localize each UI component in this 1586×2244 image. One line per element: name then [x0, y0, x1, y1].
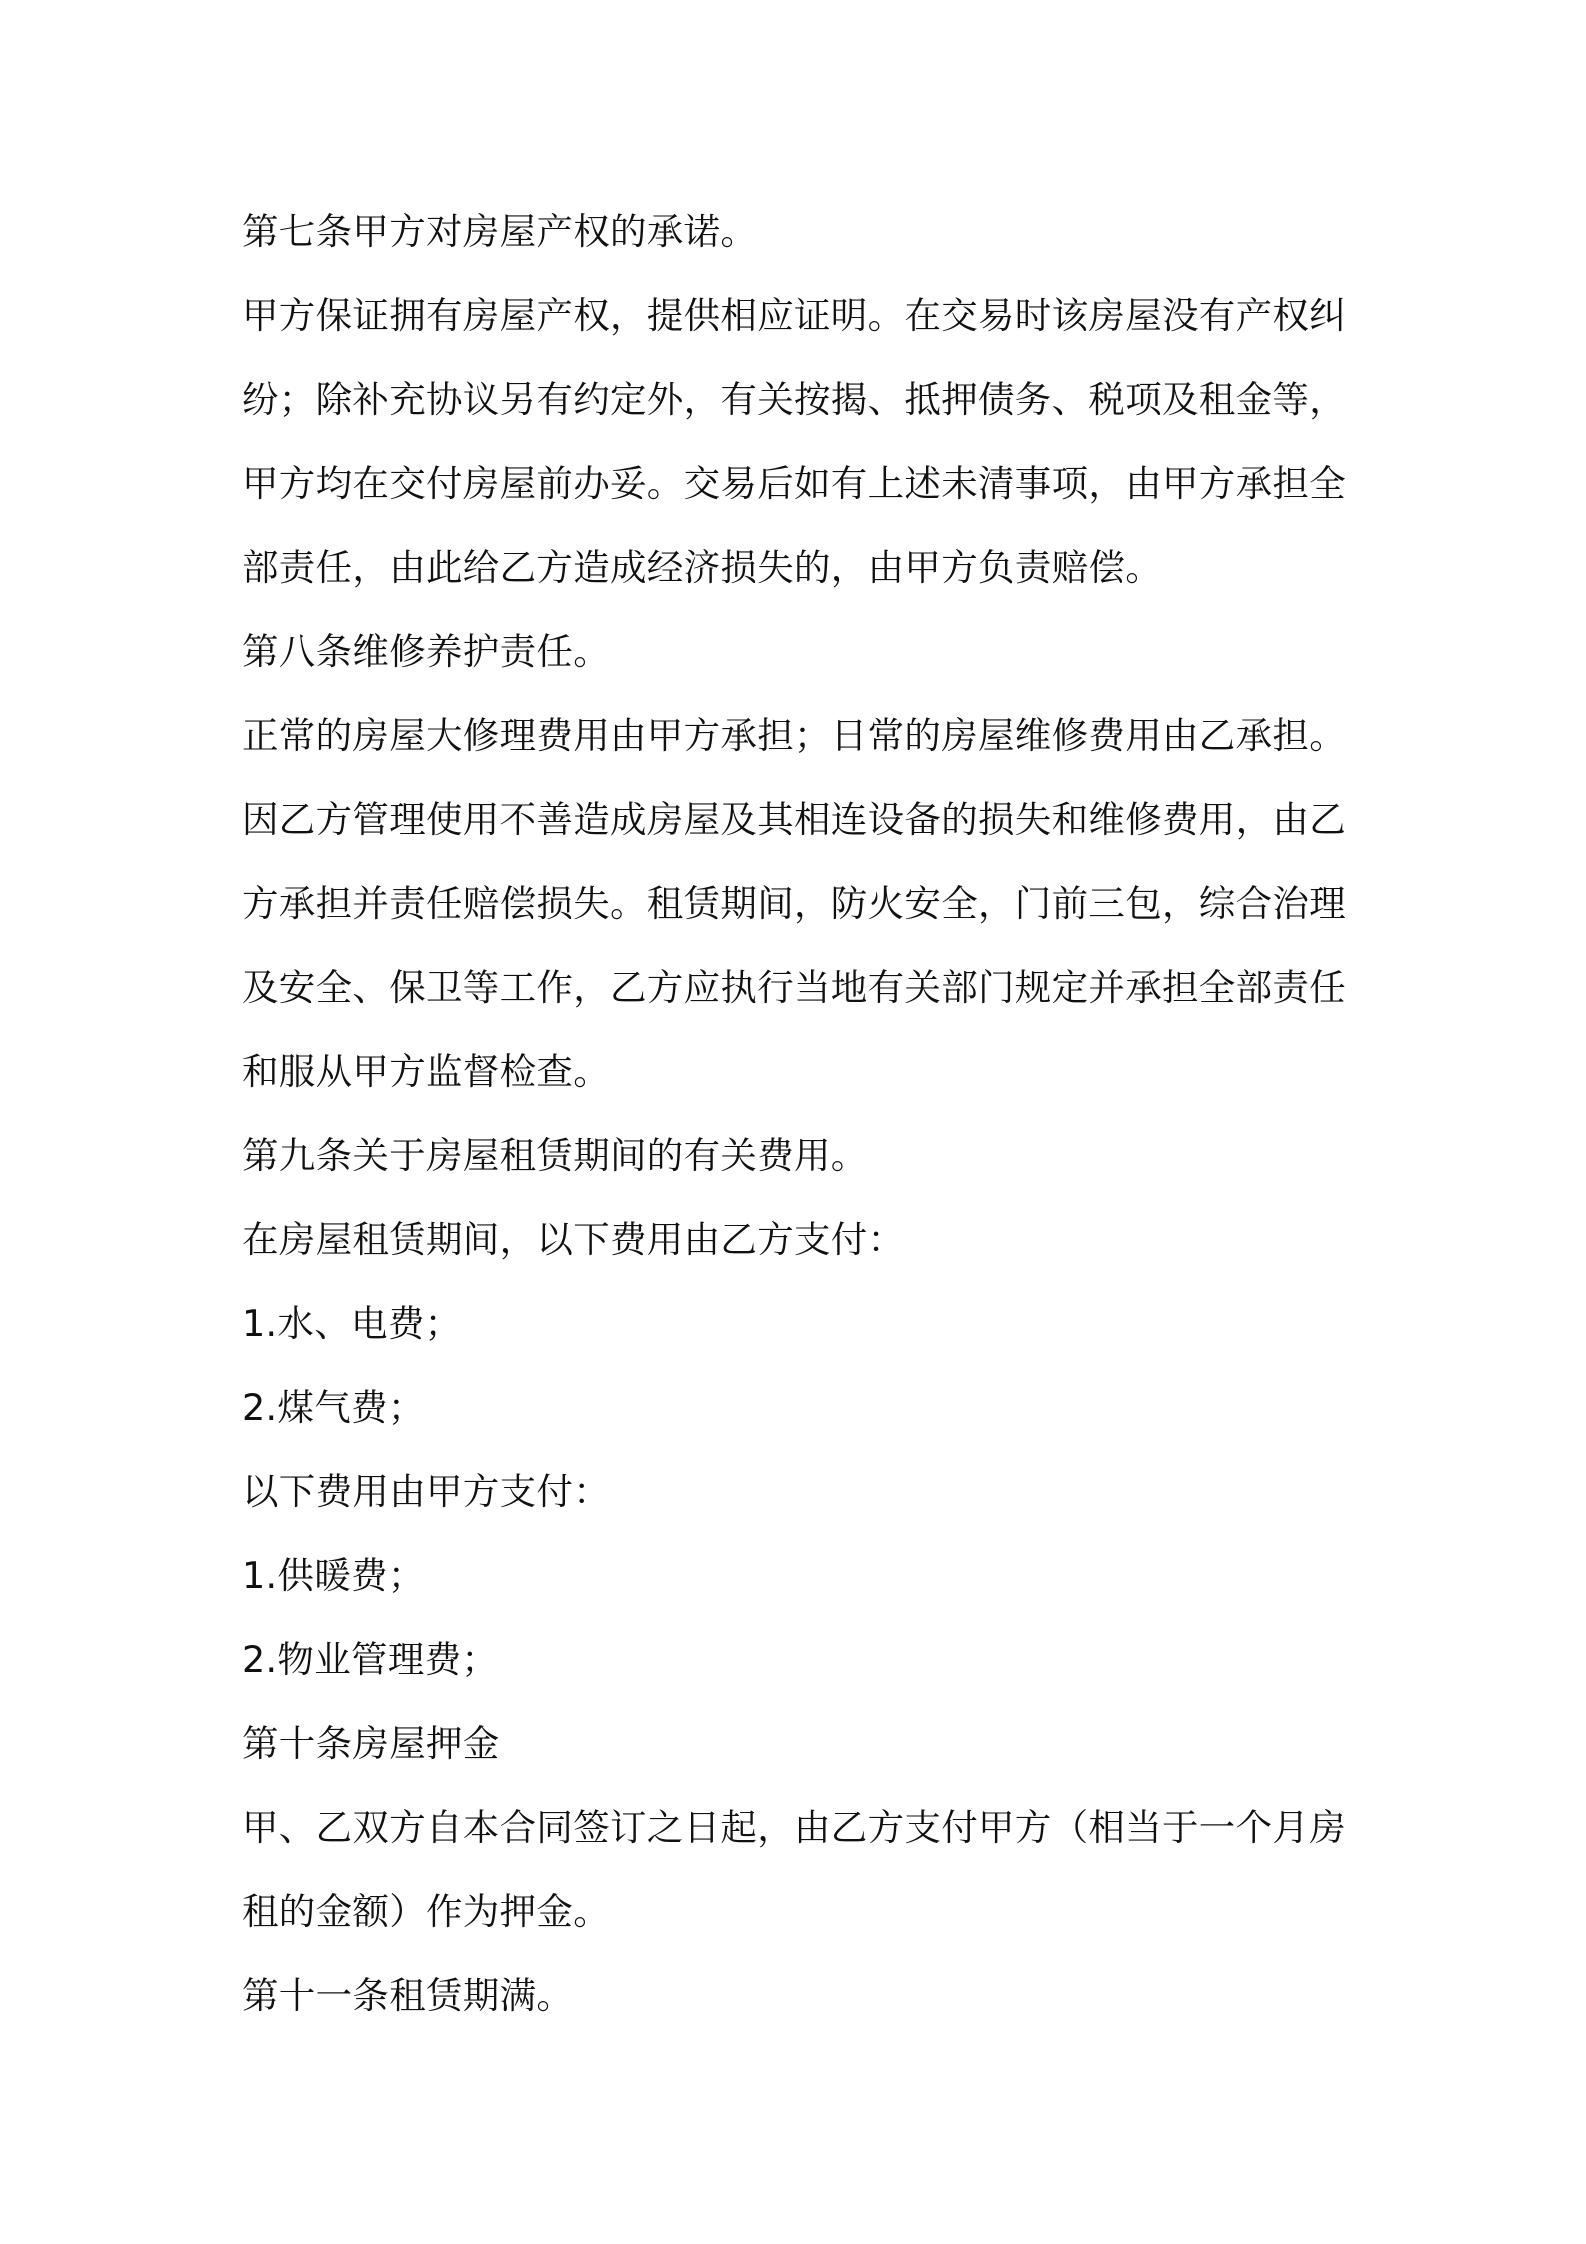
article-8-heading: 第八条维修养护责任。 — [242, 630, 610, 673]
article-10-heading: 第十条房屋押金 — [242, 1722, 500, 1765]
article-9-tenant-fees-intro: 在房屋租赁期间，以下费用由乙方支付： — [242, 1218, 905, 1261]
tenant-fee-item-2: 2.煤气费； — [242, 1386, 425, 1429]
article-8-text-line-4: 及安全、保卫等工作，乙方应执行当地有关部门规定并承担全部责任 — [242, 966, 1346, 1009]
landlord-fee-item-1: 1.供暖费； — [242, 1554, 425, 1597]
article-7-text-line-1: 甲方保证拥有房屋产权，提供相应证明。在交易时该房屋没有产权纠 — [242, 294, 1346, 337]
article-8-text-line-5: 和服从甲方监督检查。 — [242, 1050, 610, 1093]
article-7-text-line-2: 纷；除补充协议另有约定外，有关按揭、抵押债务、税项及租金等， — [242, 378, 1346, 421]
article-8-text-line-1: 正常的房屋大修理费用由甲方承担；日常的房屋维修费用由乙承担。 — [242, 714, 1346, 757]
article-9-heading: 第九条关于房屋租赁期间的有关费用。 — [242, 1134, 868, 1177]
landlord-fee-item-2: 2.物业管理费； — [242, 1638, 499, 1681]
article-7-text-line-3: 甲方均在交付房屋前办妥。交易后如有上述未清事项，由甲方承担全 — [242, 462, 1346, 505]
article-9-landlord-fees-intro: 以下费用由甲方支付： — [242, 1470, 610, 1513]
document-body — [242, 190, 1362, 2038]
tenant-fee-item-1: 1.水、电费； — [242, 1302, 462, 1345]
article-7-heading: 第七条甲方对房屋产权的承诺。 — [242, 210, 758, 253]
article-8-text-line-2: 因乙方管理使用不善造成房屋及其相连设备的损失和维修费用，由乙 — [242, 798, 1346, 841]
article-8-text-line-3: 方承担并责任赔偿损失。租赁期间，防火安全，门前三包，综合治理 — [242, 882, 1346, 925]
article-10-text-line-1: 甲、乙双方自本合同签订之日起，由乙方支付甲方（相当于一个月房 — [242, 1806, 1346, 1849]
article-11-heading: 第十一条租赁期满。 — [242, 1974, 574, 2017]
article-7-text-line-4: 部责任，由此给乙方造成经济损失的，由甲方负责赔偿。 — [242, 546, 1162, 589]
article-10-text-line-2: 租的金额）作为押金。 — [242, 1890, 610, 1933]
